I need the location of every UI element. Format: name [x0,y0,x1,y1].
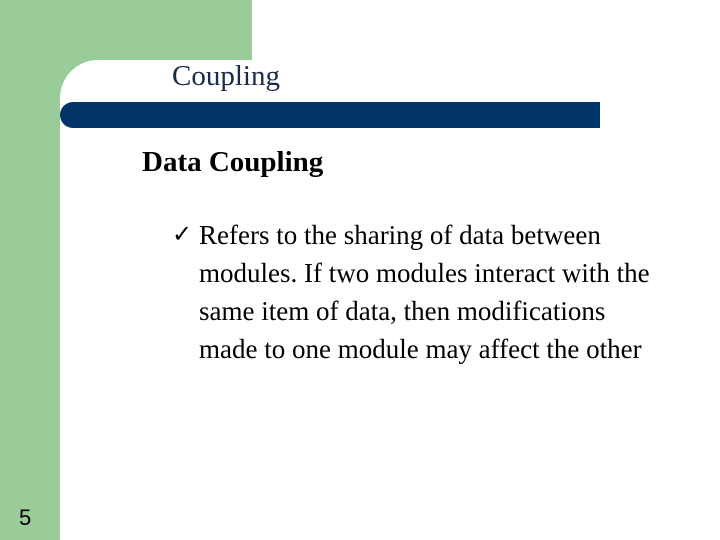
bullet-point [172,216,662,368]
slide-title: Coupling [172,60,280,92]
page-number: 5 [19,505,32,530]
bullet-text: Refers to the sharing of data between modules. If two modules interact with the same item of data, then modifications made to one module may affect the other [199,220,650,364]
check-icon: ✓ [172,222,193,248]
decorative-green-sidebar [0,112,60,540]
title-underline-bar [60,102,600,128]
slide-heading: Data Coupling [142,146,324,178]
